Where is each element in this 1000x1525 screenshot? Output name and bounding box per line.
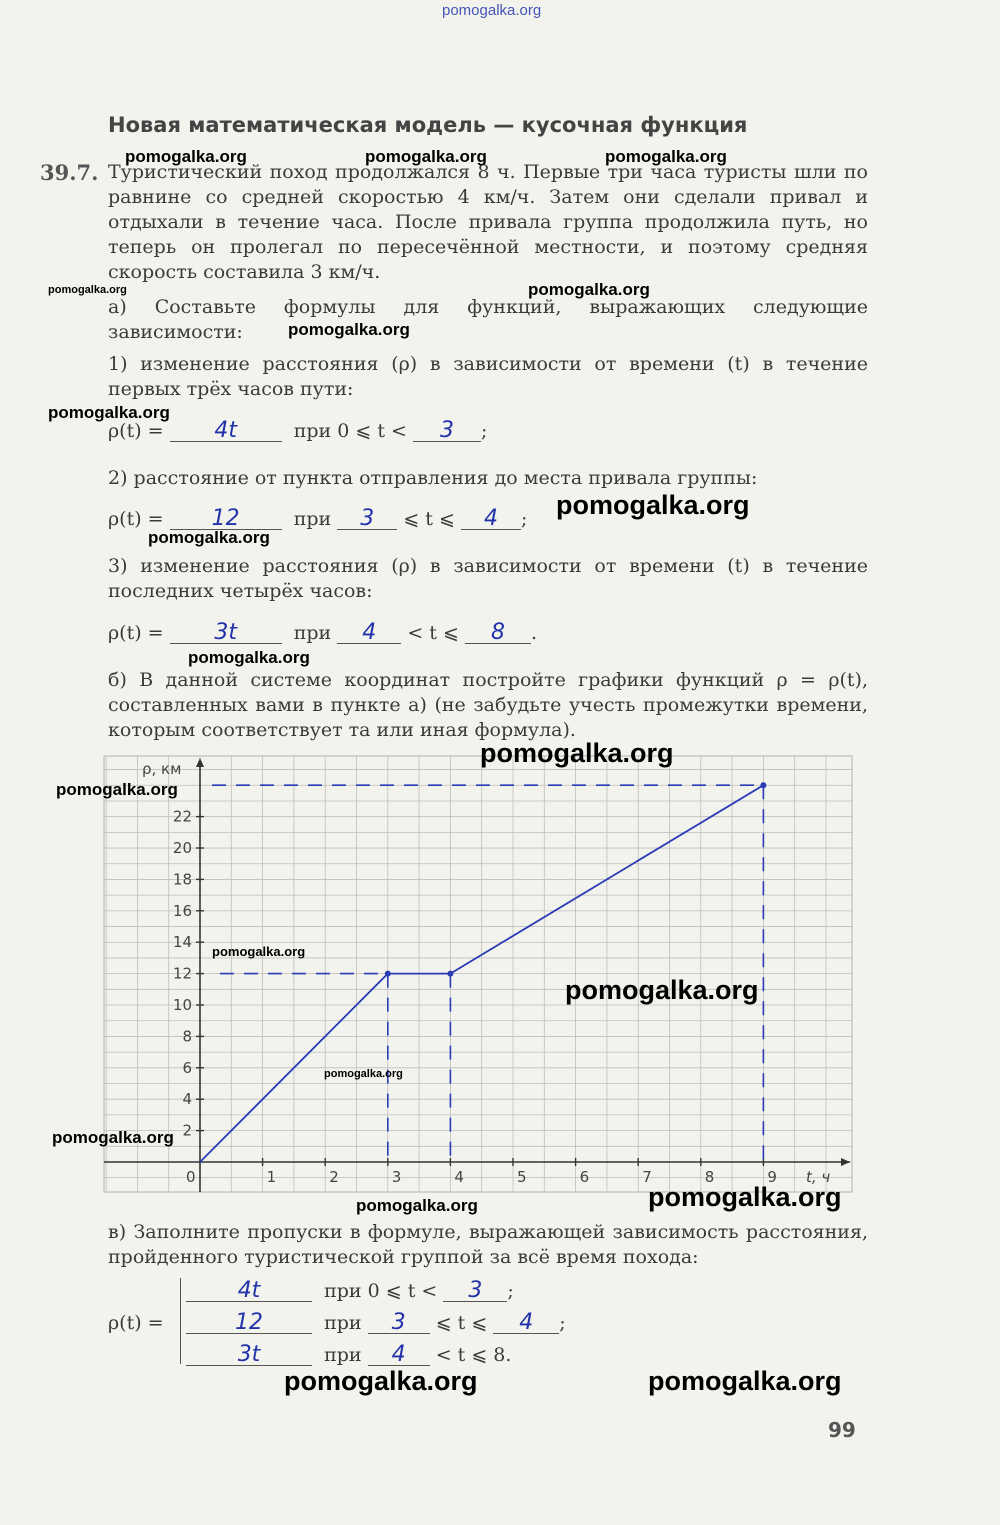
- x-tick-label: 9: [767, 1168, 777, 1186]
- x-axis-arrow: [841, 1158, 850, 1166]
- rho-label: ρ(t) =: [108, 508, 164, 530]
- c-row-3: [186, 1344, 511, 1366]
- system-brace: [180, 1278, 183, 1364]
- x-tick-label: 6: [579, 1168, 590, 1186]
- watermark: pomogalka.org: [480, 738, 674, 768]
- c3-start-blank[interactable]: 4: [368, 1345, 430, 1366]
- condition-text: ⩽ t ⩽: [403, 508, 455, 530]
- watermark: pomogalka.org: [356, 1196, 478, 1215]
- c-row-2: 12 при 3 ⩽ t ⩽ 4 ;: [186, 1312, 566, 1334]
- watermark: pomogalka.org: [48, 284, 127, 296]
- y-tick-label: 22: [172, 807, 192, 826]
- problem-number: 39.7.: [40, 160, 99, 185]
- a1-formula-line: ρ(t) = 4t при 0 ⩽ t < 3 ;: [108, 418, 488, 443]
- part-c-text: в) Заполните пропуски в формуле, выражающей зависимость расстояния, пройденного туристической группой за всё время похода:: [108, 1221, 868, 1268]
- y-tick-label: 20: [172, 839, 192, 857]
- c2-end-blank[interactable]: 4: [493, 1313, 559, 1334]
- x-axis-label: t, ч: [806, 1168, 831, 1186]
- c1-end-blank[interactable]: 3: [443, 1281, 507, 1302]
- condition-text: при 0 ⩽ t <: [293, 420, 407, 442]
- part-a-text: а) Составьте формулы для функций, выражающих следующие зависимости:: [108, 296, 868, 343]
- data-point: [385, 971, 391, 977]
- part-a3-text: 3) изменение расстояния (ρ) в зависимости от времени (t) в течение последних четырёх часов:: [108, 555, 868, 602]
- condition-text: при: [293, 622, 332, 644]
- a3-start-blank[interactable]: 4: [337, 623, 401, 644]
- x-tick-label: 8: [704, 1168, 715, 1186]
- data-point: [447, 971, 453, 977]
- y-axis-label: ρ, км: [142, 760, 182, 778]
- condition-text: ⩽ t ⩽: [435, 1312, 488, 1334]
- c1-formula-blank[interactable]: 4t: [186, 1281, 312, 1302]
- y-tick-label: 6: [182, 1058, 192, 1077]
- x-tick-label: 2: [329, 1168, 339, 1186]
- watermark: pomogalka.org: [528, 280, 650, 299]
- part-b-text: б) В данной системе координат постройте графики функций ρ = ρ(t), составленных вами в пункте а) (не забудьте учесть промежутки времени, которым соответствует та или иная формула).: [108, 669, 868, 741]
- watermark: pomogalka.org: [125, 147, 247, 166]
- rho-label: ρ(t) =: [108, 622, 164, 644]
- y-tick-label: 10: [172, 996, 192, 1014]
- watermark: pomogalka.org: [288, 320, 410, 339]
- condition-text: при: [293, 508, 332, 530]
- y-tick-label: 2: [182, 1121, 192, 1140]
- y-tick-label: 16: [172, 901, 192, 920]
- condition-text: при 0 ⩽ t <: [324, 1280, 438, 1302]
- watermark: pomogalka.org: [324, 1068, 403, 1080]
- c-rho-label: ρ(t) =: [108, 1312, 164, 1334]
- y-tick-label: 12: [172, 964, 192, 983]
- page-number: 99: [828, 1418, 856, 1442]
- a1-end-blank[interactable]: 3: [413, 421, 481, 442]
- y-axis-arrow: [196, 758, 204, 767]
- watermark: pomogalka.org: [648, 1182, 842, 1212]
- condition-text: при: [324, 1344, 362, 1366]
- watermark: pomogalka.org: [148, 528, 270, 547]
- watermark: pomogalka.org: [605, 147, 727, 166]
- y-tick-label: 14: [172, 933, 192, 952]
- a3-formula-line: ρ(t) = 3t при 4 < t ⩽ 8 .: [108, 620, 537, 645]
- x-tick-label: 4: [454, 1168, 464, 1186]
- x-tick-label: 1: [266, 1168, 277, 1186]
- condition-text: при: [324, 1312, 362, 1334]
- problem-statement: Туристический поход продолжался 8 ч. Первые три часа туристы шли по равнине со средней скоростью 4 км/ч. Затем они сделали привал и отдыхали в течение часа. После привала группа продолжила путь, но теперь он пролегал по пересечённой местности, и поэтому средняя скорость составила 3 км/ч.: [108, 161, 868, 283]
- a1-formula-blank[interactable]: 4t: [170, 421, 282, 442]
- watermark: pomogalka.org: [48, 403, 170, 422]
- x-tick-label: 3: [391, 1168, 402, 1186]
- c-row-1: 4t при 0 ⩽ t < 3 ;: [186, 1280, 514, 1302]
- c2-formula-blank[interactable]: 12: [186, 1313, 312, 1334]
- site-watermark-top: pomogalka.org: [442, 2, 542, 19]
- condition-text: < t ⩽ 8.: [435, 1344, 512, 1366]
- a3-formula-blank[interactable]: 3t: [170, 623, 282, 644]
- a2-formula-blank[interactable]: 12: [170, 509, 282, 530]
- c2-start-blank[interactable]: 3: [368, 1313, 430, 1334]
- chart-grid: [104, 756, 852, 1192]
- y-tick-label: 18: [172, 870, 192, 889]
- watermark: pomogalka.org: [556, 490, 750, 520]
- c3-formula-blank[interactable]: 3t: [186, 1345, 312, 1366]
- part-a2-text: 2) расстояние от пункта отправления до места привала группы:: [108, 467, 758, 489]
- data-point: [760, 782, 766, 788]
- watermark: pomogalka.org: [284, 1366, 478, 1396]
- part-a1-text: 1) изменение расстояния (ρ) в зависимости от времени (t) в течение первых трёх часов пути:: [108, 353, 868, 400]
- a2-formula-line: ρ(t) = 12 при 3 ⩽ t ⩽ 4 ;: [108, 506, 528, 531]
- page-title: Новая математическая модель — кусочная функция: [108, 113, 748, 137]
- watermark: pomogalka.org: [212, 944, 306, 959]
- x-tick-label: 7: [642, 1168, 652, 1186]
- a3-end-blank[interactable]: 8: [465, 623, 531, 644]
- x-tick-label: 5: [517, 1168, 527, 1186]
- watermark: pomogalka.org: [52, 1128, 174, 1147]
- watermark: pomogalka.org: [188, 648, 310, 667]
- watermark: pomogalka.org: [565, 975, 759, 1005]
- chart-series: [200, 782, 766, 1162]
- watermark: pomogalka.org: [365, 147, 487, 166]
- watermark: pomogalka.org: [56, 780, 178, 799]
- rho-label: ρ(t) =: [108, 420, 164, 442]
- a2-end-blank[interactable]: 4: [461, 509, 521, 530]
- x-tick-label: 0: [186, 1168, 196, 1186]
- a2-start-blank[interactable]: 3: [337, 509, 397, 530]
- condition-text: < t ⩽: [407, 622, 459, 644]
- y-tick-label: 4: [182, 1090, 192, 1109]
- y-tick-label: 8: [182, 1027, 192, 1046]
- watermark: pomogalka.org: [648, 1366, 842, 1396]
